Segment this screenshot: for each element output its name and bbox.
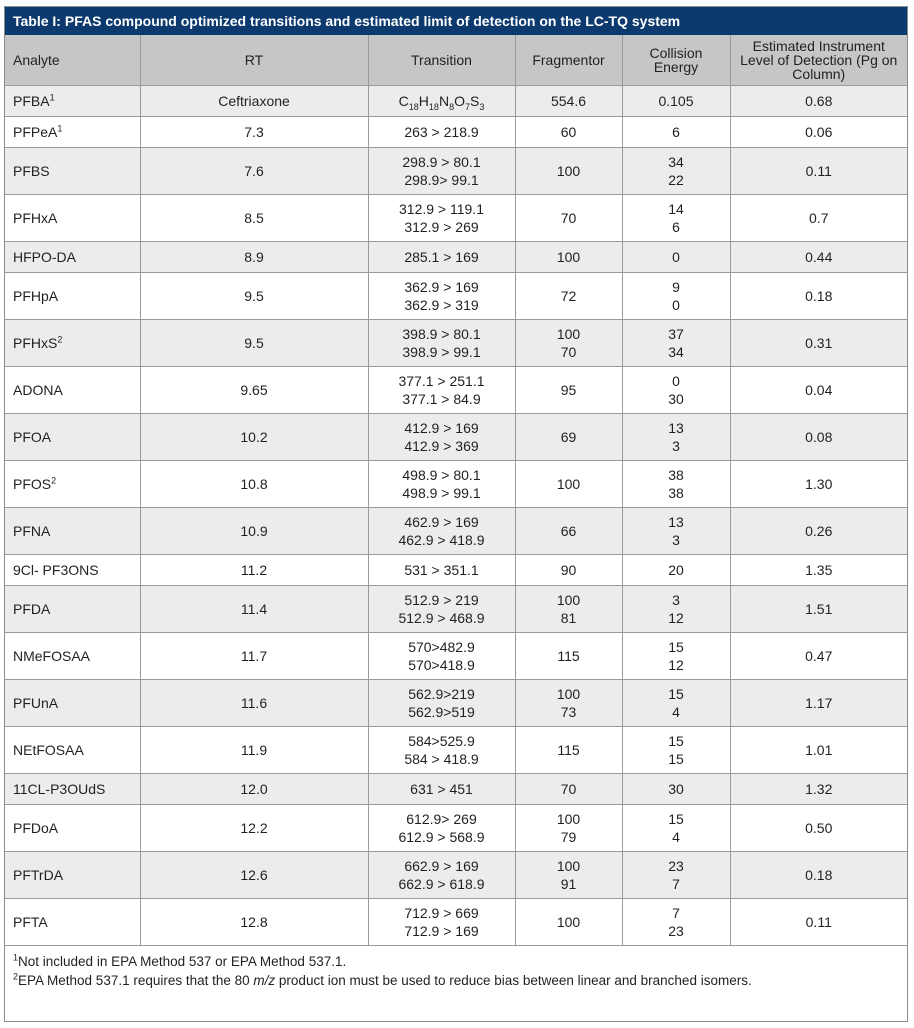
cell-transition <box>368 320 515 367</box>
table-title-label: Table I: <box>13 13 61 29</box>
cell-lod: 0.18 <box>730 273 907 320</box>
cell-analyte <box>5 555 140 586</box>
footnote-text: product ion must be used to reduce bias between linear and branched isomers. <box>275 973 752 988</box>
transition-line: 263 > 218.9 <box>404 124 479 140</box>
fragmentor-line: 70 <box>560 344 577 360</box>
cell-rt: 9.5 <box>140 273 368 320</box>
cell-rt: 12.0 <box>140 774 368 805</box>
cell-lod: 0.04 <box>730 367 907 414</box>
fragmentor-line: 115 <box>557 648 580 664</box>
cell-analyte <box>5 242 140 273</box>
footnote-marker: 1 <box>13 952 19 963</box>
header-rt: RT <box>140 35 368 86</box>
fragmentor-line: 100 <box>556 592 581 608</box>
cell-transition <box>368 367 515 414</box>
collision-energy-line: 23 <box>668 923 684 939</box>
table-row <box>5 148 907 195</box>
cell-fragmentor <box>515 414 622 461</box>
cell-lod: 0.31 <box>730 320 907 367</box>
cell-rt: 11.9 <box>140 727 368 774</box>
fragmentor-line: 100 <box>556 476 581 492</box>
transition-line: 462.9 > 169 <box>404 514 479 530</box>
cell-lod: 0.44 <box>730 242 907 273</box>
cell-collision-energy <box>622 414 730 461</box>
cell-analyte <box>5 86 140 117</box>
cell-collision-energy <box>622 273 730 320</box>
footnote-italic: m/z <box>253 973 276 988</box>
cell-lod: 1.32 <box>730 774 907 805</box>
collision-energy-line: 0 <box>672 249 680 265</box>
cell-analyte <box>5 899 140 946</box>
analyte-name: PFDA <box>13 601 51 617</box>
header-collision-energy-text: Collision Energy <box>649 45 703 75</box>
transition-line: 312.9 > 119.1 <box>399 201 484 217</box>
cell-lod: 0.47 <box>730 633 907 680</box>
collision-energy-line: 9 <box>672 279 680 295</box>
analyte-name: PFHpA <box>13 288 59 304</box>
transition-line: 584 > 418.9 <box>404 751 479 767</box>
footnote-marker: 2 <box>13 971 19 982</box>
collision-energy-line: 12 <box>668 610 684 626</box>
table-row <box>5 805 907 852</box>
transition-line: 712.9 > 169 <box>404 923 479 939</box>
table-row <box>5 367 907 414</box>
collision-energy-line: 7 <box>672 876 680 892</box>
cell-analyte <box>5 727 140 774</box>
table-row <box>5 508 907 555</box>
fragmentor-line: 69 <box>560 429 577 445</box>
table-title <box>5 7 907 35</box>
cell-fragmentor <box>515 586 622 633</box>
cell-fragmentor <box>515 461 622 508</box>
cell-rt: 11.6 <box>140 680 368 727</box>
cell-transition <box>368 117 515 148</box>
header-lod: Estimated Instrument Level of Detection (Pg on Column) <box>730 35 907 86</box>
collision-energy-line: 15 <box>668 639 684 655</box>
collision-energy-line: 3 <box>672 532 680 548</box>
cell-analyte <box>5 852 140 899</box>
collision-energy-line: 38 <box>668 467 684 483</box>
cell-transition <box>368 555 515 586</box>
transition-line: 612.9> 269 <box>406 811 477 827</box>
collision-energy-line: 20 <box>668 562 684 578</box>
cell-fragmentor <box>515 852 622 899</box>
table-row <box>5 774 907 805</box>
cell-rt: 11.4 <box>140 586 368 633</box>
transition-line: 570>418.9 <box>408 657 475 673</box>
cell-rt: 9.65 <box>140 367 368 414</box>
cell-collision-energy <box>622 367 730 414</box>
table-title-text: PFAS compound optimized transitions and estimated limit of detection on the LC-TQ system <box>64 13 681 29</box>
fragmentor-line: 100 <box>556 914 581 930</box>
analyte-name: PFOA <box>13 429 52 445</box>
cell-transition <box>368 774 515 805</box>
footnotes <box>5 946 907 990</box>
cell-fragmentor <box>515 273 622 320</box>
cell-analyte <box>5 805 140 852</box>
cell-analyte <box>5 633 140 680</box>
collision-energy-line: 0 <box>672 297 680 313</box>
cell-collision-energy <box>622 320 730 367</box>
cell-transition <box>368 273 515 320</box>
footnote-mark: 2 <box>57 334 63 345</box>
fragmentor-line: 100 <box>556 163 581 179</box>
table-frame <box>4 6 908 1022</box>
cell-rt: 12.6 <box>140 852 368 899</box>
cell-rt: 10.8 <box>140 461 368 508</box>
fragmentor-line: 81 <box>560 610 577 626</box>
table-row <box>5 273 907 320</box>
footnote <box>13 952 907 971</box>
cell-collision-energy <box>622 774 730 805</box>
table-row <box>5 852 907 899</box>
cell-fragmentor <box>515 195 622 242</box>
transition-line: 362.9 > 169 <box>404 279 479 295</box>
collision-energy-line: 4 <box>672 829 680 845</box>
header-row <box>5 35 907 86</box>
cell-transition <box>368 508 515 555</box>
cell-collision-energy <box>622 727 730 774</box>
cell-collision-energy <box>622 117 730 148</box>
header-transition: Transition <box>368 35 515 86</box>
transition-line: 498.9 > 99.1 <box>402 485 481 501</box>
analyte-name: 11CL-P3OUdS <box>13 781 106 797</box>
table-row <box>5 555 907 586</box>
cell-transition <box>368 195 515 242</box>
transition-line: 498.9 > 80.1 <box>402 467 481 483</box>
cell-analyte <box>5 117 140 148</box>
cell-fragmentor <box>515 367 622 414</box>
cell-fragmentor <box>515 508 622 555</box>
cell-transition <box>368 586 515 633</box>
table-row <box>5 461 907 508</box>
cell-rt: 11.7 <box>140 633 368 680</box>
transition-line: 584>525.9 <box>408 733 475 749</box>
fragmentor-line: 70 <box>560 210 577 226</box>
analyte-name: PFBS <box>13 163 50 179</box>
collision-energy-line: 34 <box>668 154 684 170</box>
transition-line: 398.9 > 80.1 <box>402 326 481 342</box>
fragmentor-line: 115 <box>557 742 580 758</box>
cell-transition <box>368 414 515 461</box>
collision-energy-line: 7 <box>672 905 680 921</box>
analyte-name: PFNA <box>13 523 51 539</box>
fragmentor-line: 100 <box>556 249 581 265</box>
collision-energy-line: 3 <box>672 438 680 454</box>
cell-analyte <box>5 320 140 367</box>
transition-line: 462.9 > 418.9 <box>398 532 485 548</box>
fragmentor-line: 95 <box>560 382 577 398</box>
cell-lod: 0.26 <box>730 508 907 555</box>
cell-collision-energy <box>622 805 730 852</box>
cell-collision-energy <box>622 195 730 242</box>
transition-line: 377.1 > 84.9 <box>402 391 481 407</box>
footnote-text: EPA Method 537.1 requires that the 80 <box>18 973 254 988</box>
fragmentor-line: 91 <box>560 876 577 892</box>
cell-collision-energy <box>622 461 730 508</box>
footnote <box>13 971 907 990</box>
transition-line: 712.9 > 669 <box>404 905 479 921</box>
table-row <box>5 680 907 727</box>
table-row <box>5 414 907 461</box>
transition-line: 662.9 > 169 <box>404 858 479 874</box>
cell-collision-energy <box>622 852 730 899</box>
analyte-name: PFPeA <box>13 124 58 140</box>
fragmentor-line: 72 <box>560 288 577 304</box>
cell-lod: 1.35 <box>730 555 907 586</box>
transition-line: 362.9 > 319 <box>404 297 479 313</box>
cell-analyte <box>5 148 140 195</box>
analyte-name: PFHxA <box>13 210 58 226</box>
cell-collision-energy <box>622 633 730 680</box>
collision-energy-line: 34 <box>668 344 684 360</box>
table-row <box>5 242 907 273</box>
cell-fragmentor <box>515 320 622 367</box>
cell-fragmentor <box>515 117 622 148</box>
cell-transition <box>368 148 515 195</box>
cell-fragmentor <box>515 86 622 117</box>
analyte-name: ADONA <box>13 382 63 398</box>
cell-fragmentor <box>515 680 622 727</box>
cell-lod: 0.11 <box>730 148 907 195</box>
collision-energy-line: 15 <box>668 811 684 827</box>
cell-transition <box>368 86 515 117</box>
cell-transition <box>368 805 515 852</box>
cell-analyte <box>5 461 140 508</box>
cell-lod: 0.18 <box>730 852 907 899</box>
table-row <box>5 320 907 367</box>
cell-fragmentor <box>515 242 622 273</box>
cell-fragmentor <box>515 805 622 852</box>
cell-lod: 0.06 <box>730 117 907 148</box>
cell-transition <box>368 680 515 727</box>
transition-line: 512.9 > 219 <box>404 592 479 608</box>
collision-energy-line: 37 <box>668 326 684 342</box>
fragmentor-line: 100 <box>556 326 581 342</box>
collision-energy-line: 4 <box>672 704 680 720</box>
analyte-name: PFBA <box>13 93 50 109</box>
footnote-mark: 2 <box>51 475 57 486</box>
transition-line: $C_{18}H_{18}N_8O_7S_3$ <box>398 93 485 112</box>
collision-energy-line: 3 <box>672 592 680 608</box>
cell-transition <box>368 461 515 508</box>
cell-transition <box>368 899 515 946</box>
table-row <box>5 633 907 680</box>
cell-fragmentor <box>515 774 622 805</box>
transition-line: 312.9 > 269 <box>404 219 479 235</box>
collision-energy-line: 22 <box>668 172 684 188</box>
cell-rt: 12.8 <box>140 899 368 946</box>
cell-rt: 7.6 <box>140 148 368 195</box>
cell-lod: 1.01 <box>730 727 907 774</box>
table-row <box>5 117 907 148</box>
transition-line: 570>482.9 <box>408 639 475 655</box>
collision-energy-line: 0 <box>672 373 680 389</box>
analyte-name: 9Cl- PF3ONS <box>13 562 99 578</box>
transition-line: 562.9>519 <box>408 704 475 720</box>
cell-analyte <box>5 680 140 727</box>
table-row <box>5 195 907 242</box>
cell-lod: 0.68 <box>730 86 907 117</box>
fragmentor-line: 73 <box>560 704 577 720</box>
cell-collision-energy <box>622 586 730 633</box>
table-row <box>5 86 907 117</box>
cell-collision-energy <box>622 680 730 727</box>
transition-line: 298.9> 99.1 <box>404 172 479 188</box>
collision-energy-line: 6 <box>672 124 680 140</box>
collision-energy-line: 0.105 <box>658 93 694 109</box>
fragmentor-line: 90 <box>560 562 577 578</box>
analyte-name: HFPO-DA <box>13 249 76 265</box>
cell-rt: Ceftriaxone <box>140 86 368 117</box>
analyte-name: PFTrDA <box>13 867 64 883</box>
cell-lod: 0.08 <box>730 414 907 461</box>
collision-energy-line: 14 <box>668 201 684 217</box>
analyte-name: PFHxS <box>13 335 58 351</box>
cell-fragmentor <box>515 555 622 586</box>
cell-analyte <box>5 273 140 320</box>
analyte-name: NMeFOSAA <box>13 648 91 664</box>
collision-energy-line: 38 <box>668 485 684 501</box>
cell-fragmentor <box>515 148 622 195</box>
table-body <box>5 86 907 946</box>
cell-fragmentor <box>515 899 622 946</box>
collision-energy-line: 15 <box>668 686 684 702</box>
cell-rt: 8.5 <box>140 195 368 242</box>
cell-analyte <box>5 414 140 461</box>
cell-collision-energy <box>622 148 730 195</box>
analyte-name: PFDoA <box>13 820 59 836</box>
footnote-mark: 1 <box>49 92 55 103</box>
cell-collision-energy <box>622 555 730 586</box>
analyte-name: PFTA <box>13 914 48 930</box>
cell-analyte <box>5 508 140 555</box>
cell-lod: 0.50 <box>730 805 907 852</box>
cell-collision-energy <box>622 899 730 946</box>
cell-analyte <box>5 195 140 242</box>
cell-fragmentor <box>515 633 622 680</box>
fragmentor-line: 66 <box>560 523 577 539</box>
analyte-name: PFOS <box>13 476 52 492</box>
transition-line: 412.9 > 169 <box>404 420 479 436</box>
collision-energy-line: 30 <box>668 781 684 797</box>
transition-line: 662.9 > 618.9 <box>398 876 485 892</box>
cell-transition <box>368 727 515 774</box>
cell-transition <box>368 852 515 899</box>
cell-rt: 10.9 <box>140 508 368 555</box>
pfas-table <box>5 35 907 946</box>
collision-energy-line: 15 <box>668 733 684 749</box>
table-row <box>5 727 907 774</box>
fragmentor-line: 100 <box>556 858 581 874</box>
table-row <box>5 899 907 946</box>
collision-energy-line: 13 <box>668 420 684 436</box>
transition-line: 285.1 > 169 <box>404 249 479 265</box>
transition-line: 612.9 > 568.9 <box>398 829 485 845</box>
fragmentor-line: 100 <box>556 811 581 827</box>
cell-rt: 8.9 <box>140 242 368 273</box>
transition-line: 631 > 451 <box>410 781 473 797</box>
transition-line: 298.9 > 80.1 <box>402 154 481 170</box>
header-analyte: Analyte <box>5 35 140 86</box>
fragmentor-line: 100 <box>556 686 581 702</box>
cell-transition <box>368 633 515 680</box>
cell-lod: 1.51 <box>730 586 907 633</box>
cell-collision-energy <box>622 508 730 555</box>
collision-energy-line: 12 <box>668 657 684 673</box>
cell-rt: 7.3 <box>140 117 368 148</box>
transition-line: 562.9>219 <box>408 686 475 702</box>
analyte-name: NEtFOSAA <box>13 742 84 758</box>
fragmentor-line: 70 <box>560 781 577 797</box>
header-collision-energy <box>622 35 730 86</box>
cell-rt: 10.2 <box>140 414 368 461</box>
footnote-text: Not included in EPA Method 537 or EPA Method 537.1. <box>18 954 347 969</box>
cell-lod: 0.7 <box>730 195 907 242</box>
cell-lod: 0.11 <box>730 899 907 946</box>
transition-line: 531 > 351.1 <box>404 562 479 578</box>
collision-energy-line: 13 <box>668 514 684 530</box>
fragmentor-line: 554.6 <box>550 93 587 109</box>
cell-rt: 11.2 <box>140 555 368 586</box>
cell-fragmentor <box>515 727 622 774</box>
cell-rt: 12.2 <box>140 805 368 852</box>
cell-lod: 1.17 <box>730 680 907 727</box>
collision-energy-line: 15 <box>668 751 684 767</box>
cell-transition <box>368 242 515 273</box>
collision-energy-line: 6 <box>672 219 680 235</box>
collision-energy-line: 30 <box>668 391 684 407</box>
transition-line: 398.9 > 99.1 <box>402 344 481 360</box>
header-fragmentor: Fragmentor <box>515 35 622 86</box>
cell-collision-energy <box>622 242 730 273</box>
transition-line: 512.9 > 468.9 <box>398 610 485 626</box>
fragmentor-line: 60 <box>560 124 577 140</box>
analyte-name: PFUnA <box>13 695 59 711</box>
cell-collision-energy <box>622 86 730 117</box>
collision-energy-line: 23 <box>668 858 684 874</box>
cell-rt: 9.5 <box>140 320 368 367</box>
fragmentor-line: 79 <box>560 829 577 845</box>
transition-line: 377.1 > 251.1 <box>398 373 485 389</box>
table-row <box>5 586 907 633</box>
cell-lod: 1.30 <box>730 461 907 508</box>
cell-analyte <box>5 367 140 414</box>
footnote-mark: 1 <box>57 123 63 134</box>
transition-line: 412.9 > 369 <box>404 438 479 454</box>
cell-analyte <box>5 586 140 633</box>
cell-analyte <box>5 774 140 805</box>
